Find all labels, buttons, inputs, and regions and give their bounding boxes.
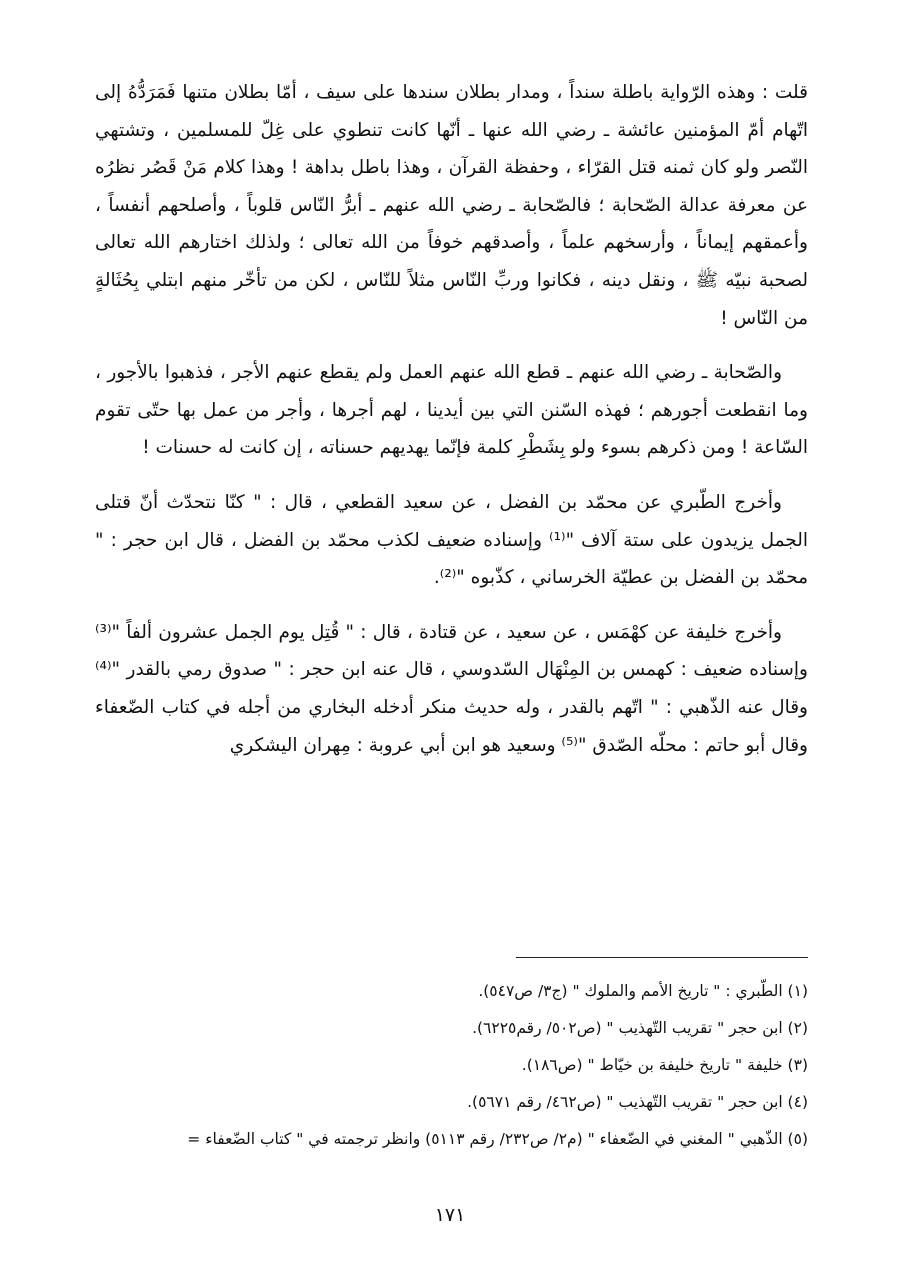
footnote-separator xyxy=(516,957,808,958)
footnote-3: (٣) خليفة " تاريخ خليفة بن خيّاط " (ص١٨٦). xyxy=(521,1056,808,1074)
footnote-2: (٢) ابن حجر " تقريب التّهذيب " (ص٥٠٢/ رقم٦٢٢٥). xyxy=(472,1019,808,1037)
paragraph-3: وأخرج الطّبري عن محمّد بن الفضل ، عن سعيد القطعي ، قال : " كنّا نتحدّث أنّ قتلى الجمل يزيدون على ستة آلاف "⁽¹⁾ وإسناده ضعيف لكذب محمّد بن الفضل ، قال ابن حجر : " محمّد بن الفضل بن عطيّة الخرساني ، كذّبوه "⁽²⁾. xyxy=(95,491,808,589)
footnote-5: (٥) الذّهبي " المغني في الضّعفاء " (م٢/ ص٢٣٢/ رقم ٥١١٣) وانظر ترجمته في " كتاب الضّعفاء = xyxy=(187,1130,808,1148)
footnote-1: (١) الطّبري : " تاريخ الأمم والملوك " (ج٣/ ص٥٤٧). xyxy=(478,982,808,1000)
footnote-4: (٤) ابن حجر " تقريب التّهذيب " (ص٤٦٢/ رقم ٥٦٧١). xyxy=(467,1093,808,1111)
paragraph-4: وأخرج خليفة عن كهْمَس ، عن سعيد ، عن قتادة ، قال : " قُتِل يوم الجمل عشرون ألفاً "⁽³⁾ وإسناده ضعيف : كهمس بن المِنْهَال السّدوسي ، قال عنه ابن حجر : " صدوق رمي بالقدر "⁽⁴⁾ وقال عنه الذّهبي : " اتّهم بالقدر ، وله حديث منكر أدخله البخاري من أجله في كتاب الضّعفاء وقال أبو حاتم : محلّه الصّدق "⁽⁵⁾ وسعيد هو ابن أبي عروبة : مِهران اليشكري xyxy=(95,621,808,756)
main-text xyxy=(95,74,808,764)
paragraph-2: والصّحابة ـ رضي الله عنهم ـ قطع الله عنهم العمل ولم يقطع عنهم الأجر ، فذهبوا بالأجور ، وما انقطعت أجورهم ؛ فهذه السّنن التي بين أيدينا ، لهم أجرها ، وأجر من عمل بها حتّى تقوم السّاعة ! ومن ذكرهم بسوء ولو بِشَطْرِ كلمة فإنّما يهديهم حسناته ، إن كانت له حسنات ! xyxy=(95,362,808,459)
footnotes xyxy=(95,973,808,1158)
paragraph-1: قلت : وهذه الرّواية باطلة سنداً ، ومدار بطلان سندها على سيف ، أمّا بطلان متنها فَمَرَدُّهُ إلى اتّهام أمّ المؤمنين عائشة ـ رضي الله عنها ـ أنّها كانت تنطوي على غِلّ للمسلمين ، وتشتهي النّصر ولو كان ثمنه قتل القرّاء ، وحفظة القرآن ، وهذا باطل بداهة ! وهذا كلام مَنْ قَصُر نظرُه عن معرفة عدالة الصّحابة ؛ فالصّحابة ـ رضي الله عنهم ـ أبرُّ النّاس قلوباً ، وأصلحهم أنفساً ، وأعمقهم إيماناً ، وأرسخهم علماً ، وأصدقهم خوفاً من الله تعالى ؛ ولذلك اختارهم الله تعالى لصحبة نبيّه ﷺ ، ونقل دينه ، فكانوا وربِّ النّاس مثلاً للنّاس ، لكن من تأخّر منهم ابتلي بِحُثَالةٍ من النّاس ! xyxy=(95,82,808,329)
page-number: ١٧١ xyxy=(434,1204,466,1226)
